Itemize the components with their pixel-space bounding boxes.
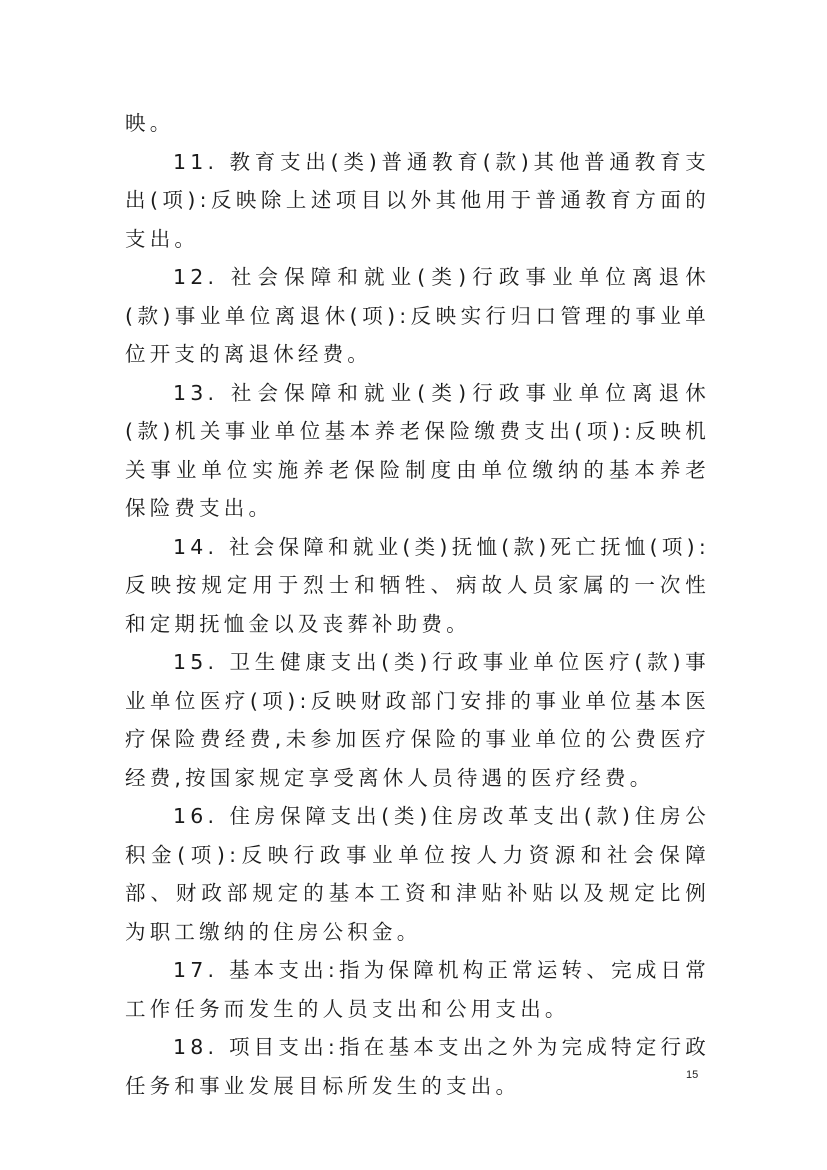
item-13-养老保险缴费支出: 13. 社会保障和就业(类)行政事业单位离退休(款)机关事业单位基本养老保险缴费支出(项):反映机关事业单位实施养老保险制度由单位缴纳的基本养老保险费支出。 [125, 380, 710, 520]
item-12-事业单位离退休: 12. 社会保障和就业(类)行政事业单位离退休(款)事业单位离退休(项):反映实行归口管理的事业单位开支的离退休经费。 [125, 265, 710, 366]
document-body [125, 104, 710, 1105]
item-17-基本支出: 17. 基本支出:指为保障机构正常运转、完成日常工作任务而发生的人员支出和公用支出。 [125, 958, 710, 1021]
item-11-教育支出: 11. 教育支出(类)普通教育(款)其他普通教育支出(项):反映除上述项目以外其他用于普通教育方面的支出。 [125, 149, 710, 251]
continuation-paragraph: 映。 [125, 111, 175, 135]
page-number: 15 [686, 1069, 699, 1081]
item-18-项目支出: 18. 项目支出:指在基本支出之外为完成特定行政任务和事业发展目标所发生的支出。 [125, 1035, 710, 1098]
item-15-事业单位医疗: 15. 卫生健康支出(类)行政事业单位医疗(款)事业单位医疗(项):反映财政部门安排的事业单位基本医疗保险费经费,未参加医疗保险的事业单位的公费医疗经费,按国家规定享受离休人员待遇的医疗经费。 [125, 650, 710, 790]
item-14-死亡抚恤: 14. 社会保障和就业(类)抚恤(款)死亡抚恤(项):反映按规定用于烈士和牺牲、病故人员家属的一次性和定期抚恤金以及丧葬补助费。 [125, 534, 710, 636]
item-16-住房公积金: 16. 住房保障支出(类)住房改革支出(款)住房公积金(项):反映行政事业单位按人力资源和社会保障部、财政部规定的基本工资和津贴补贴以及规定比例为职工缴纳的住房公积金。 [125, 804, 710, 944]
